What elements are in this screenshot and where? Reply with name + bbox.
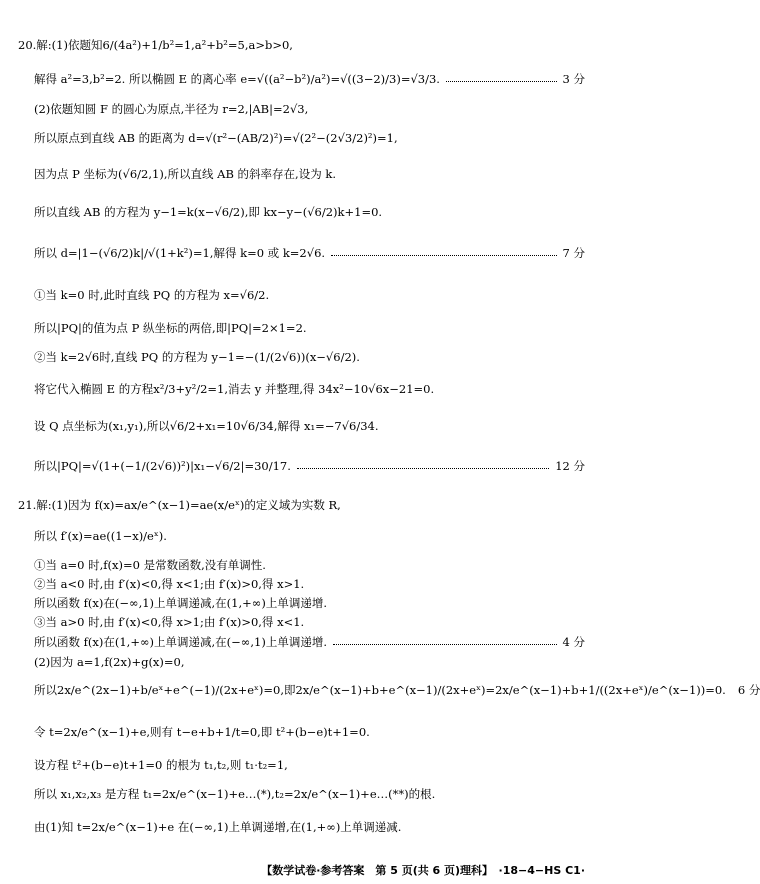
solution-line xyxy=(18,500,585,512)
solution-line xyxy=(34,74,585,86)
solution-line xyxy=(18,40,585,52)
line-text: 所以 f′(x)=ae((1−x)/eˣ). xyxy=(34,529,167,543)
solution-line xyxy=(34,683,760,697)
solution-line xyxy=(34,248,585,260)
line-text: 所以直线 AB 的方程为 y−1=k(x−√6/2),即 kx−y−(√6/2)k+1=0. xyxy=(34,205,383,219)
line-text: (2)依题知圆 F 的圆心为原点,半径为 r=2,|AB|=2√3, xyxy=(34,102,309,116)
solution-line xyxy=(34,352,585,364)
solution-line xyxy=(34,290,585,302)
solution-line xyxy=(34,637,585,649)
line-text: 所以|PQ|的值为点 P 纵坐标的两倍,即|PQ|=2×1=2. xyxy=(34,321,307,335)
line-text: 20.解:(1)依题知6/(4a²)+1/b²=1,a²+b²=5,a>b>0, xyxy=(18,38,293,52)
line-text: 所以2x/e^(2x−1)+b/eˣ+e^(−1)/(2x+eˣ)=0,即2x/e^(x−1)+b+e^(x−1)/(2x+eˣ)=2x/e^(x−1)+b+1/((2x+eˣ)/e^(x−1))=0. xyxy=(34,683,726,697)
leader-dots xyxy=(331,255,556,256)
line-text: 所以函数 f(x)在(1,+∞)上单调递减,在(−∞,1)上单调递增. xyxy=(34,635,328,649)
line-text: ③当 a>0 时,由 f′(x)<0,得 x>1;由 f′(x)>0,得 x<1. xyxy=(34,615,305,629)
solution-line xyxy=(34,104,585,116)
score-mark: 3 分 xyxy=(562,72,585,86)
line-text: 21.解:(1)因为 f(x)=ax/e^(x−1)=ae(x/eˣ)的定义域为实数 R, xyxy=(18,498,341,512)
leader-dots xyxy=(297,468,549,469)
score-mark: 12 分 xyxy=(555,459,585,473)
line-text: 所以原点到直线 AB 的距离为 d=√(r²−(AB/2)²)=√(2²−(2√3/2)²)=1, xyxy=(34,131,398,145)
line-text: 令 t=2x/e^(x−1)+e,则有 t−e+b+1/t=0,即 t²+(b−e)t+1=0. xyxy=(34,725,370,739)
solution-line xyxy=(34,822,585,834)
solution-line xyxy=(34,384,585,396)
solution-line xyxy=(34,461,585,473)
line-text: 设 Q 点坐标为(x₁,y₁),所以√6/2+x₁=10√6/34,解得 x₁=−7√6/34. xyxy=(34,419,379,433)
line-text: ②当 k=2√6时,直线 PQ 的方程为 y−1=−(1/(2√6))(x−√6/2). xyxy=(34,350,360,364)
line-text: 由(1)知 t=2x/e^(x−1)+e 在(−∞,1)上单调递增,在(1,+∞)上单调递减. xyxy=(34,820,402,834)
solution-line xyxy=(34,789,585,801)
leader-dots xyxy=(446,81,557,82)
leader-dots xyxy=(333,644,557,645)
solution-line xyxy=(34,133,585,145)
solution-line xyxy=(34,421,585,433)
solution-line xyxy=(34,207,585,219)
line-text: ②当 a<0 时,由 f′(x)<0,得 x<1;由 f′(x)>0,得 x>1. xyxy=(34,577,305,591)
line-text: 解得 a²=3,b²=2. 所以椭圆 E 的离心率 e=√((a²−b²)/a²)=√((3−2)/3)=√3/3. xyxy=(34,72,440,86)
solution-line xyxy=(34,760,585,772)
solution-line xyxy=(34,579,585,591)
solution-line xyxy=(34,531,585,543)
line-text: 将它代入椭圆 E 的方程x²/3+y²/2=1,消去 y 并整理,得 34x²−10√6x−21=0. xyxy=(34,382,435,396)
solution-line xyxy=(34,560,585,572)
solution-line xyxy=(34,617,585,629)
line-text: 因为点 P 坐标为(√6/2,1),所以直线 AB 的斜率存在,设为 k. xyxy=(34,167,336,181)
line-text: 所以函数 f(x)在(−∞,1)上单调递减,在(1,+∞)上单调递增. xyxy=(34,596,328,610)
solution-line xyxy=(34,323,585,335)
score-mark: 6 分 xyxy=(737,683,760,697)
score-mark: 7 分 xyxy=(562,246,585,260)
line-text: ①当 a=0 时,f(x)=0 是常数函数,没有单调性. xyxy=(34,558,266,572)
solution-line xyxy=(34,727,585,739)
line-text: ①当 k=0 时,此时直线 PQ 的方程为 x=√6/2. xyxy=(34,288,270,302)
line-text: 设方程 t²+(b−e)t+1=0 的根为 t₁,t₂,则 t₁·t₂=1, xyxy=(34,758,288,772)
page-footer: 【数学试卷·参考答案 第 5 页(共 6 页)理科】 ·18−4−HS C1· xyxy=(261,864,585,877)
solution-line xyxy=(34,657,585,669)
solution-line xyxy=(34,169,585,181)
line-text: (2)因为 a=1,f(2x)+g(x)=0, xyxy=(34,655,185,669)
line-text: 所以 d=|1−(√6/2)k|/√(1+k²)=1,解得 k=0 或 k=2√6. xyxy=(34,246,326,260)
solution-line xyxy=(34,598,585,610)
line-text: 所以|PQ|=√(1+(−1/(2√6))²)|x₁−√6/2|=30/17. xyxy=(34,459,291,473)
line-text: 所以 x₁,x₂,x₃ 是方程 t₁=2x/e^(x−1)+e…(*),t₂=2x/e^(x−1)+e…(**)的根. xyxy=(34,787,436,801)
score-mark: 4 分 xyxy=(562,635,585,649)
